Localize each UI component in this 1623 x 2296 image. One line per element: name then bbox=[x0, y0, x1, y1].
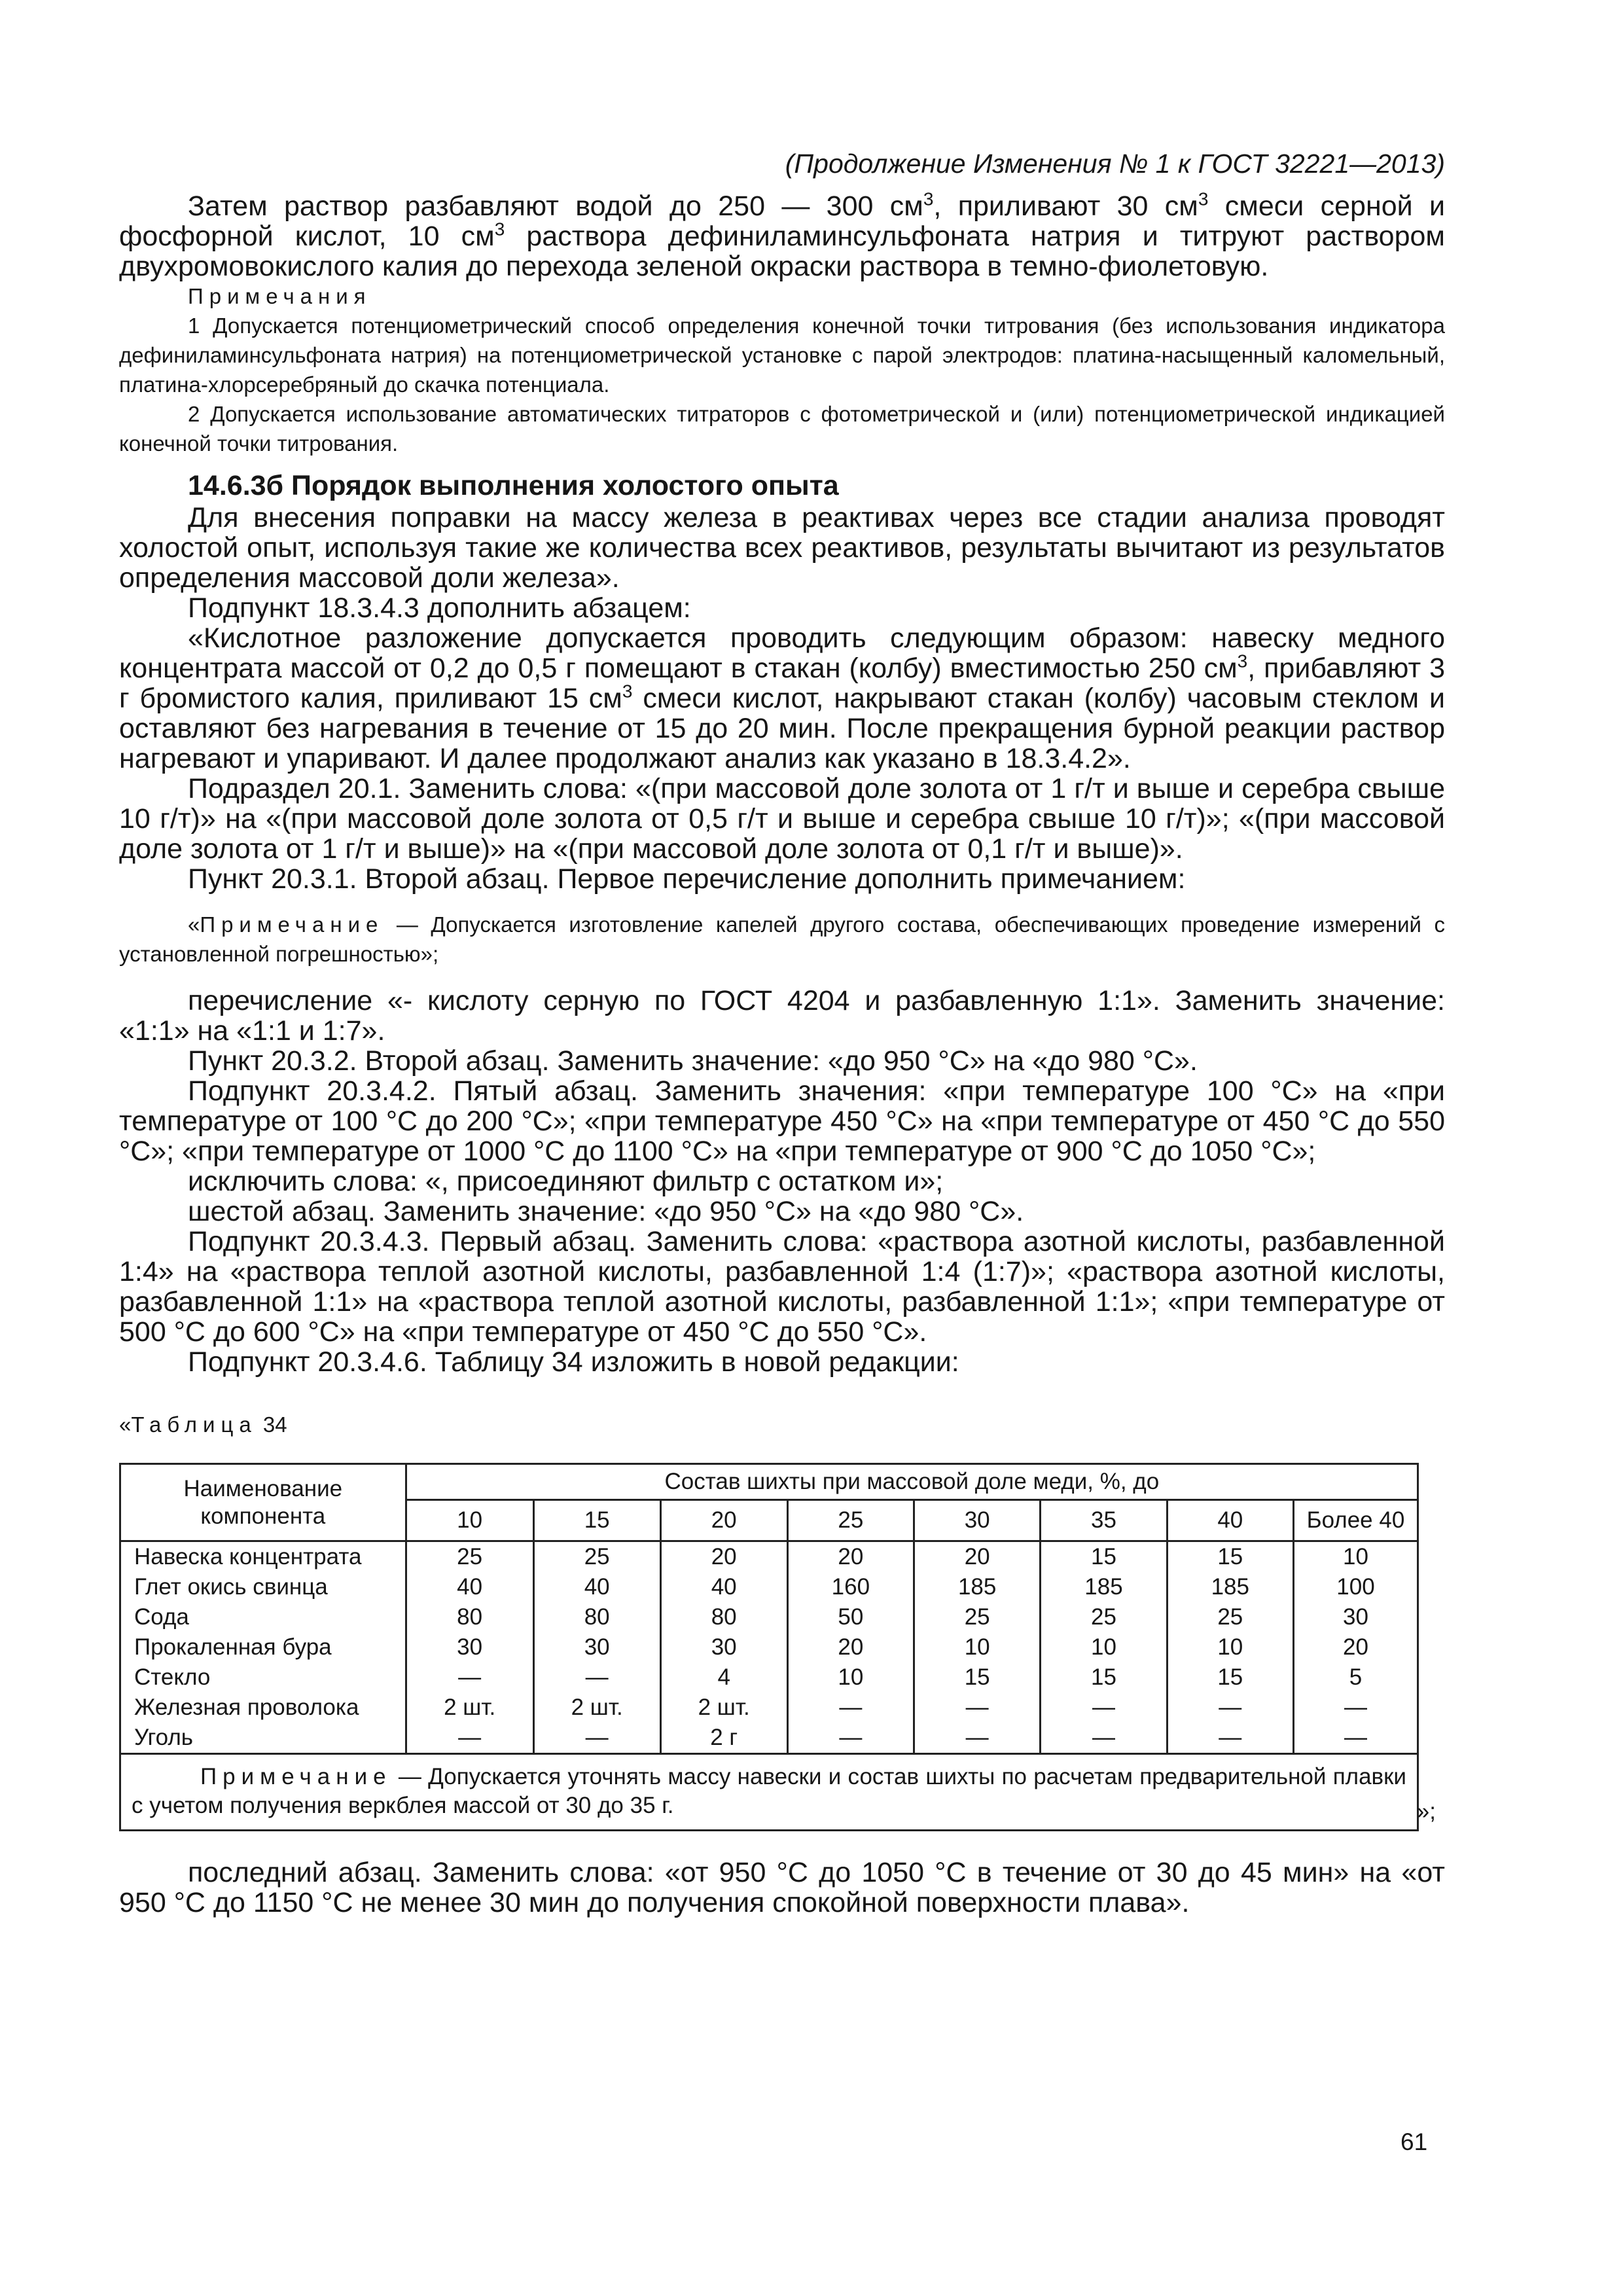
paragraph-20-1: Подраздел 20.1. Заменить слова: «(при массовой доле золота от 1 г/т и выше и серебра свыше 10 г/т)» на «(при массовой доле золота от 0,5 г/т и выше и серебра свыше 10 г/т)»; «(при массовой доле золота от 1 г/т и выше)» на «(при массовой доле золота от 0,1 г/т и выше)». bbox=[119, 773, 1445, 865]
table-row-name: Уголь bbox=[134, 1725, 194, 1750]
table-cell: 25 bbox=[1217, 1604, 1243, 1630]
table-cell: 25 bbox=[1091, 1604, 1116, 1630]
table-cell: 10 bbox=[838, 1664, 864, 1690]
table-cell: — bbox=[585, 1725, 609, 1750]
paragraph-acid-decomposition: «Кислотное разложение допускается проводить следующим образом: навеску медного концентрата массой от 0,2 до 0,5 г помещают в стакан (колбу) вместимостью 250 $см^3$, прибавляют 3 г бромистого калия, приливают 15 $см^3$ смеси кислот, накрывают стакан (колбу) часовым стеклом и оставляют без нагревания в течение от 15 до 20 мин. После прекращения бурной реакции раствор нагревают и упаривают. И далее продолжают анализ как указано в 18.3.4.2». bbox=[119, 622, 1445, 774]
table-cell: — bbox=[839, 1725, 863, 1750]
table-row-name: Сода bbox=[134, 1604, 189, 1630]
table-cell: 20 bbox=[964, 1544, 990, 1570]
table-cell: 40 bbox=[584, 1574, 610, 1600]
table-cell: 10 bbox=[1091, 1634, 1116, 1660]
table-header-name: Наименование компонента bbox=[120, 1464, 406, 1541]
table-caption: «Таблица 34 bbox=[119, 1412, 287, 1437]
table-cell: 160 bbox=[831, 1574, 870, 1600]
table-cell: 10 bbox=[1343, 1544, 1368, 1570]
table-cell: 25 bbox=[584, 1544, 610, 1570]
table-cell: 185 bbox=[1084, 1574, 1123, 1600]
table-value-column bbox=[1167, 1541, 1293, 1754]
table-cell: 20 bbox=[1343, 1634, 1368, 1660]
table-34 bbox=[119, 1463, 1419, 1831]
table-cell: 30 bbox=[1343, 1604, 1368, 1630]
table-column-header: 15 bbox=[533, 1500, 660, 1541]
table-value-column bbox=[914, 1541, 1041, 1754]
table-closing-quote: »; bbox=[1416, 1799, 1436, 1824]
table-cell: — bbox=[1344, 1695, 1367, 1720]
table-value-column bbox=[1041, 1541, 1167, 1754]
table-column-header: 10 bbox=[406, 1500, 533, 1541]
table-cell: 185 bbox=[1211, 1574, 1249, 1600]
table-cell: 15 bbox=[964, 1664, 990, 1690]
table-value-column bbox=[406, 1541, 533, 1754]
table-column-header: 40 bbox=[1167, 1500, 1293, 1541]
table-row-name: Глет окись свинца bbox=[134, 1574, 328, 1600]
table-cell: 30 bbox=[711, 1634, 737, 1660]
paragraph-sixth: шестой абзац. Заменить значение: «до 950 °С» на «до 980 °С». bbox=[188, 1196, 1024, 1227]
paragraph-exclude-words: исключить слова: «, присоединяют фильтр с остатком и»; bbox=[188, 1166, 944, 1197]
table-value-column bbox=[787, 1541, 914, 1754]
table-cell: 4 bbox=[717, 1664, 730, 1690]
table-cell: 2 шт. bbox=[571, 1695, 623, 1720]
paragraph-20-3-4-6: Подпункт 20.3.4.6. Таблицу 34 изложить в новой редакции: bbox=[188, 1346, 959, 1378]
paragraph-20-3-4-2: Подпункт 20.3.4.2. Пятый абзац. Заменить значения: «при температуре 100 °С» на «при температуре от 100 °С до 200 °С»; «при температуре 450 °С» на «при температуре от 450 °С до 550 °С»; «при температуре от 1000 °С до 1100 °С» на «при температуре от 900 °С до 1050 °С»; bbox=[119, 1075, 1445, 1167]
table-cell: — bbox=[458, 1725, 482, 1750]
table-cell: 50 bbox=[838, 1604, 864, 1630]
table-cell: 10 bbox=[1217, 1634, 1243, 1660]
table-value-column bbox=[660, 1541, 787, 1754]
paragraph-18-3-4-3: Подпункт 18.3.4.3 дополнить абзацем: bbox=[188, 592, 691, 624]
table-cell: — bbox=[585, 1664, 609, 1690]
table-cell: — bbox=[839, 1695, 863, 1720]
table-body-row bbox=[120, 1541, 1418, 1754]
table-cell: 15 bbox=[1217, 1544, 1243, 1570]
note-2: 2 Допускается использование автоматических титраторов с фотометрической и (или) потенциометрической индикацией конечной точки титрования. bbox=[119, 402, 1445, 456]
table-value-column bbox=[1293, 1541, 1418, 1754]
table-column-header: 35 bbox=[1041, 1500, 1167, 1541]
table-cell: 80 bbox=[457, 1604, 483, 1630]
section-heading: 14.6.3б Порядок выполнения холостого опыта bbox=[188, 470, 839, 501]
table-cell: 5 bbox=[1349, 1664, 1363, 1690]
table-cell: 25 bbox=[964, 1604, 990, 1630]
paragraph-last: последний абзац. Заменить слова: «от 950 °С до 1050 °С в течение от 30 до 45 мин» на «от 950 °С до 1150 °С не менее 30 мин до получения спокойной поверхности плава». bbox=[119, 1857, 1445, 1918]
table-cell: — bbox=[965, 1725, 989, 1750]
table-cell: 185 bbox=[957, 1574, 997, 1600]
table-cell: 10 bbox=[964, 1634, 990, 1660]
note-cupels: «Примечание — Допускается изготовление капелей другого состава, обеспечивающих проведение измерений с установленной погрешностью»; bbox=[119, 912, 1445, 966]
table-column-header: Более 40 bbox=[1293, 1500, 1418, 1541]
table-34-wrapper bbox=[119, 1463, 1436, 1831]
table-cell: 80 bbox=[711, 1604, 737, 1630]
table-cell: — bbox=[1219, 1725, 1242, 1750]
table-cell: 40 bbox=[457, 1574, 483, 1600]
table-cell: — bbox=[965, 1695, 989, 1720]
paragraph-titration: Затем раствор разбавляют водой до 250 — 300 $см^3$, приливают 30 $см^3$ смеси серной и фосфорной кислот, 10 $см^3$ раствора дефиниламинсульфоната натрия и титруют раствором двухромовокислого калия до перехода зеленой окраски раствора в темно-фиолетовую. bbox=[119, 188, 1445, 282]
table-cell: 20 bbox=[838, 1544, 864, 1570]
table-cell: 40 bbox=[711, 1574, 737, 1600]
table-row-name: Прокаленная бура bbox=[134, 1634, 332, 1660]
paragraph-20-3-1: Пункт 20.3.1. Второй абзац. Первое перечисление дополнить примечанием: bbox=[188, 863, 1186, 895]
table-name-column bbox=[120, 1541, 406, 1754]
table-cell: — bbox=[1344, 1725, 1367, 1750]
document-header: (Продолжение Изменения № 1 к ГОСТ 32221—2013) bbox=[785, 149, 1445, 179]
table-cell: 20 bbox=[838, 1634, 864, 1660]
table-value-column bbox=[533, 1541, 660, 1754]
table-cell: 20 bbox=[711, 1544, 737, 1570]
table-row-name: Железная проволока bbox=[134, 1695, 359, 1720]
table-cell: 30 bbox=[457, 1634, 483, 1660]
page-number: 61 bbox=[1400, 2128, 1428, 2155]
page-content bbox=[119, 145, 1445, 1918]
table-cell: 2 шт. bbox=[444, 1695, 496, 1720]
table-cell: — bbox=[1092, 1695, 1115, 1720]
paragraph-20-3-4-3: Подпункт 20.3.4.3. Первый абзац. Заменить слова: «раствора азотной кислоты, разбавленной 1:4» на «раствора теплой азотной кислоты, разбавленной 1:4 (1:7)»; «раствора азотной кислоты, разбавленной 1:1» на «раствора теплой азотной кислоты, разбавленной 1:1»; «при температуре от 500 °С до 600 °С» на «при температуре от 450 °С до 550 °С». bbox=[119, 1226, 1445, 1348]
table-cell: 15 bbox=[1217, 1664, 1243, 1690]
table-row-name: Стекло bbox=[134, 1664, 211, 1690]
table-cell: 30 bbox=[584, 1634, 610, 1660]
table-cell: 25 bbox=[457, 1544, 483, 1570]
notes-title: Примечания bbox=[188, 284, 372, 308]
table-cell: — bbox=[1219, 1695, 1242, 1720]
table-column-header: 25 bbox=[787, 1500, 914, 1541]
table-note: Примечание — Допускается уточнять массу навески и состав шихты по расчетам предварительной плавки с учетом получения веркблея массой от 30 до 35 г. bbox=[120, 1754, 1418, 1831]
paragraph-sulfuric-acid: перечисление «- кислоту серную по ГОСТ 4204 и разбавленную 1:1». Заменить значение: «1:1» на «1:1 и 1:7». bbox=[119, 985, 1445, 1047]
paragraph-20-3-2: Пункт 20.3.2. Второй абзац. Заменить значение: «до 950 °С» на «до 980 °С». bbox=[188, 1045, 1198, 1077]
note-1: 1 Допускается потенциометрический способ определения конечной точки титрования (без использования индикатора дефиниламинсульфоната натрия) на потенциометрической установке с парой электродов: платина-насыщенный каломельный, платина-хлорсеребряный до скачка потенциала. bbox=[119, 314, 1445, 397]
table-column-header: 30 bbox=[914, 1500, 1041, 1541]
table-cell: 2 шт. bbox=[698, 1695, 750, 1720]
table-cell: 15 bbox=[1091, 1664, 1116, 1690]
table-header-group: Состав шихты при массовой доле меди, %, до bbox=[406, 1464, 1418, 1500]
table-row-name: Навеска концентрата bbox=[134, 1544, 362, 1570]
table-cell: 100 bbox=[1336, 1574, 1375, 1600]
paragraph-blank-test: Для внесения поправки на массу железа в реактивах через все стадии анализа проводят холостой опыт, используя такие же количества всех реактивов, результаты вычитают из результатов определения массовой доли железа». bbox=[119, 502, 1445, 594]
table-cell: 2 г bbox=[710, 1725, 738, 1750]
table-cell: 80 bbox=[584, 1604, 610, 1630]
table-column-header: 20 bbox=[660, 1500, 787, 1541]
table-cell: — bbox=[458, 1664, 482, 1690]
table-cell: — bbox=[1092, 1725, 1115, 1750]
table-cell: 15 bbox=[1091, 1544, 1116, 1570]
